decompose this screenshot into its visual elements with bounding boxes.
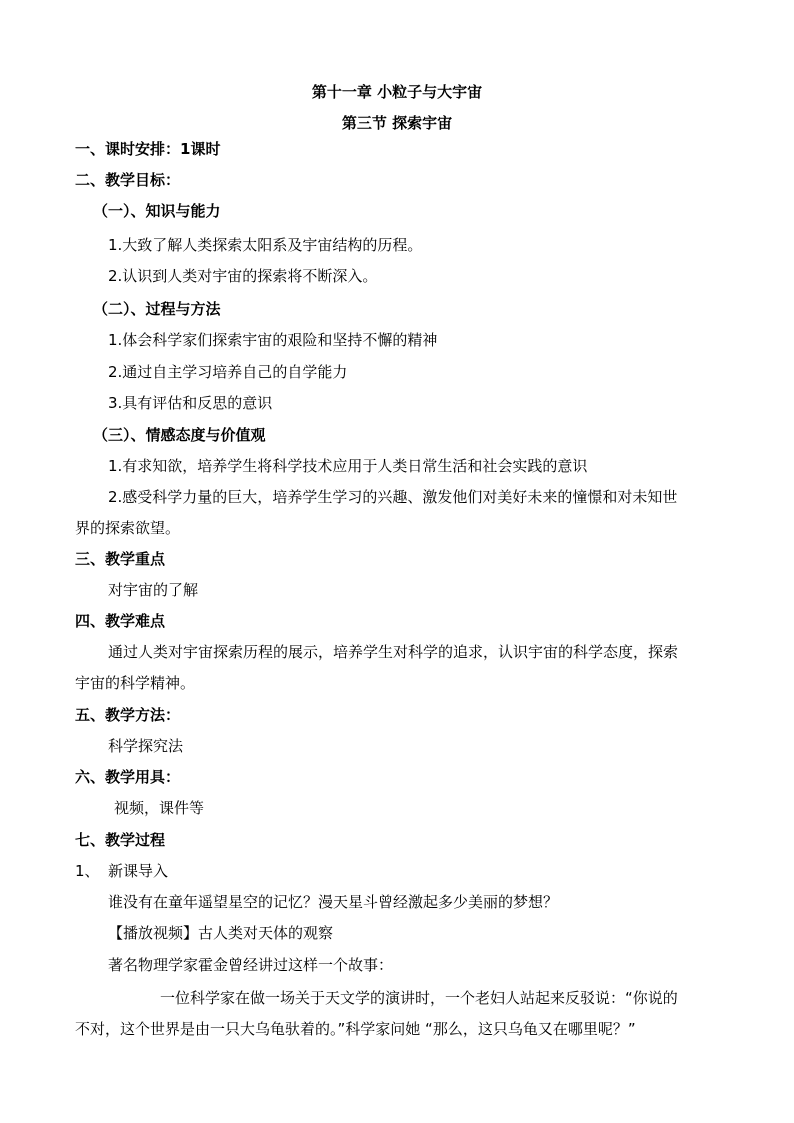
key-points-text: 对宇宙的了解 <box>108 581 199 599</box>
intro-paragraph: 谁没有在童年遥望星空的记忆？漫天星斗曾经激起多少美丽的梦想？ <box>108 893 559 911</box>
heading-difficulties: 四、教学难点 <box>75 612 166 630</box>
step-title: 新课导入 <box>108 862 169 880</box>
attitude-item-2-cont: 界的探索欲望。 <box>75 519 181 537</box>
chapter-title: 第十一章 小粒子与大宇宙 <box>311 83 483 101</box>
attitude-item-2: 2.感受科学力量的巨大，培养学生学习的兴趣、激发他们对美好未来的憧憬和对未知世 <box>108 488 678 506</box>
heading-tools: 六、教学用具： <box>75 768 181 786</box>
process-item-2: 2.通过自主学习培养自己的自学能力 <box>108 363 348 381</box>
process-item-1: 1.体会科学家们探索宇宙的艰险和坚持不懈的精神 <box>108 331 438 349</box>
knowledge-item-1: 1.大致了解人类探索太阳系及宇宙结构的历程。 <box>108 236 423 254</box>
heading-key-points: 三、教学重点 <box>75 550 166 568</box>
process-item-3: 3.具有评估和反思的意识 <box>108 394 273 412</box>
heading-schedule: 一、课时安排：1课时 <box>75 140 221 158</box>
story-paragraph-cont: 不对，这个世界是由一只大乌龟驮着的。”科学家问她 “那么，这只乌龟又在哪里呢？” <box>75 1020 636 1038</box>
difficulties-text-cont: 宇宙的科学精神。 <box>75 674 196 692</box>
attitude-item-1: 1.有求知欲，培养学生将科学技术应用于人类日常生活和社会实践的意识 <box>108 457 588 475</box>
subheading-process: （二）、过程与方法 <box>93 300 221 318</box>
video-note: 【播放视频】古人类对天体的观察 <box>108 924 334 942</box>
story-paragraph: 一位科学家在做一场关于天文学的演讲时，一个老妇人站起来反驳说：“你说的 <box>160 989 678 1007</box>
section-title: 第三节 探索宇宙 <box>341 114 453 132</box>
difficulties-text: 通过人类对宇宙探索历程的展示，培养学生对科学的追求，认识宇宙的科学态度，探索 <box>108 643 679 661</box>
subheading-attitude: （三）、情感态度与价值观 <box>93 426 266 444</box>
subheading-knowledge: （一）、知识与能力 <box>93 202 221 220</box>
knowledge-item-2: 2.认识到人类对宇宙的探索将不断深入。 <box>108 267 378 285</box>
story-intro: 著名物理学家霍金曾经讲过这样一个故事： <box>108 956 394 974</box>
heading-goals: 二、教学目标： <box>75 171 181 189</box>
tools-text: 视频，课件等 <box>114 799 205 817</box>
step-number: 1、 <box>75 862 100 880</box>
heading-process: 七、教学过程 <box>75 831 166 849</box>
heading-methods: 五、教学方法： <box>75 706 181 724</box>
methods-text: 科学探究法 <box>108 737 184 755</box>
